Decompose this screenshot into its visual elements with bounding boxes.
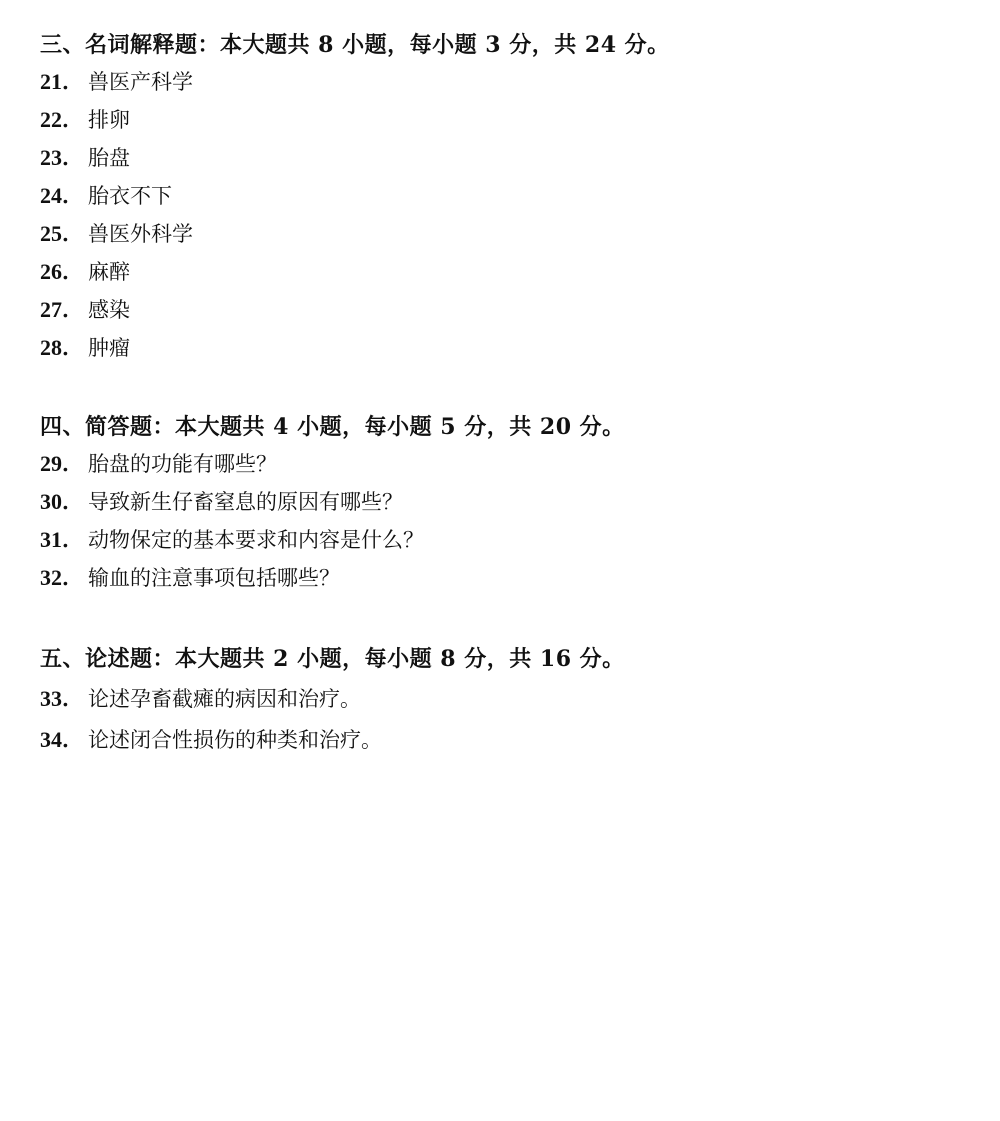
question-number: 24． <box>40 183 85 208</box>
question-number: 32． <box>40 565 85 590</box>
section-heading: 五、论述题：本大题共 2 小题，每小题 8 分，共 16 分。 <box>40 646 625 672</box>
question-item-32 <box>40 563 960 594</box>
question-number: 28． <box>40 335 85 360</box>
question-number: 23． <box>40 145 85 170</box>
section-heading: 四、简答题：本大题共 4 小题，每小题 5 分，共 20 分。 <box>40 414 625 440</box>
question-text: 论述孕畜截瘫的病因和治疗。 <box>88 687 361 711</box>
question-text: 胎盘 <box>88 146 130 170</box>
question-number: 21． <box>40 69 85 94</box>
question-text: 兽医外科学 <box>88 222 193 246</box>
question-number: 26． <box>40 259 85 284</box>
question-text: 论述闭合性损伤的种类和治疗。 <box>88 728 382 752</box>
question-item-27 <box>40 295 960 326</box>
question-item-33 <box>40 684 960 715</box>
question-text: 排卵 <box>88 108 130 132</box>
question-text: 导致新生仔畜窒息的原因有哪些？ <box>88 490 403 514</box>
section-noun-explanation <box>40 30 960 364</box>
question-item-30 <box>40 487 960 518</box>
question-text: 输血的注意事项包括哪些？ <box>88 566 340 590</box>
question-item-26 <box>40 257 960 288</box>
question-text: 肿瘤 <box>88 336 130 360</box>
question-number: 22． <box>40 107 85 132</box>
question-text: 动物保定的基本要求和内容是什么？ <box>88 528 424 552</box>
question-number: 34． <box>40 727 85 752</box>
question-number: 33． <box>40 686 85 711</box>
question-number: 25． <box>40 221 85 246</box>
section-heading: 三、名词解释题：本大题共 8 小题，每小题 3 分，共 24 分。 <box>40 32 670 58</box>
question-text: 胎衣不下 <box>88 184 172 208</box>
section-essay <box>40 644 960 756</box>
question-item-22 <box>40 105 960 136</box>
question-number: 30． <box>40 489 85 514</box>
section-short-answer <box>40 412 960 594</box>
question-number: 31． <box>40 527 85 552</box>
question-item-25 <box>40 219 960 250</box>
question-item-34 <box>40 725 960 756</box>
question-text: 胎盘的功能有哪些？ <box>88 452 277 476</box>
question-item-28 <box>40 333 960 364</box>
question-item-29 <box>40 449 960 480</box>
question-text: 兽医产科学 <box>88 70 193 94</box>
question-text: 感染 <box>88 298 130 322</box>
question-item-23 <box>40 143 960 174</box>
question-number: 27． <box>40 297 85 322</box>
question-item-21 <box>40 67 960 98</box>
question-number: 29． <box>40 451 85 476</box>
question-item-24 <box>40 181 960 212</box>
question-text: 麻醉 <box>88 260 130 284</box>
question-item-31 <box>40 525 960 556</box>
